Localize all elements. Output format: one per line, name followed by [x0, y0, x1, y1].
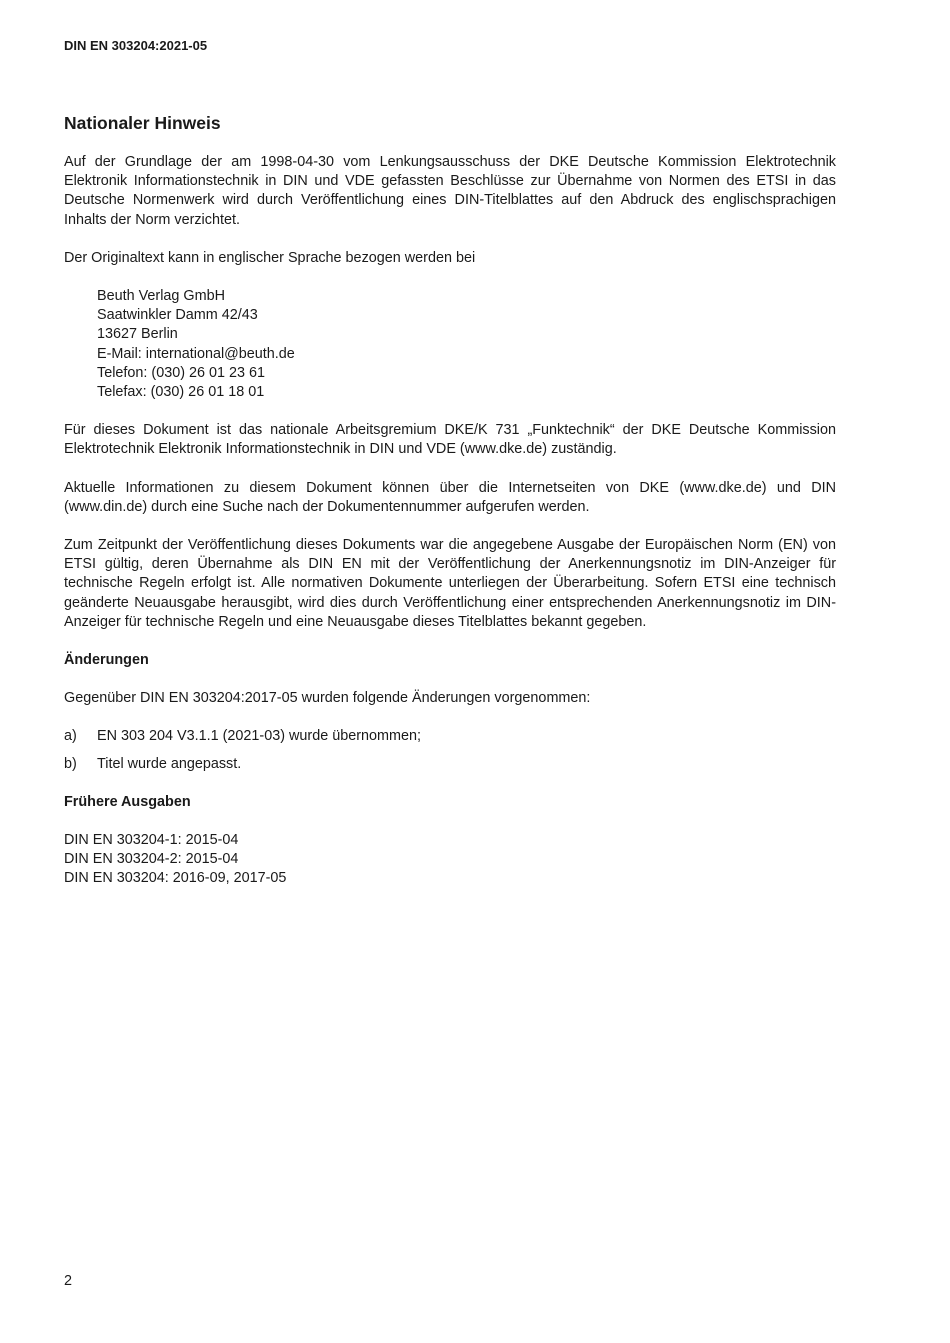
address-line: Beuth Verlag GmbH [97, 288, 225, 305]
document-body [64, 112, 836, 889]
changes-intro: Gegenüber DIN EN 303204:2017-05 wurden folgende Änderungen vorgenommen: [64, 690, 591, 707]
list-item [64, 727, 836, 746]
address-phone: Telefon: (030) 26 01 23 61 [97, 364, 266, 381]
publisher-address [97, 287, 836, 402]
address-line: Saatwinkler Damm 42/43 [97, 307, 258, 324]
address-line: 13627 Berlin [97, 326, 178, 343]
paragraph-validity-note: Zum Zeitpunkt der Veröffentlichung dieses Dokuments war die angegebene Ausgabe der Europäischen Norm (EN) von ETSI gültig, deren Übernahme als DIN EN mit der Veröffentlichung der Anerkennungsnotiz im DIN-Anzeiger für technische Regeln erfolgt ist. Alle normativen Dokumente unterliegen der Überarbeitung. Sofern ETSI eine technisch geänderte Neuausgabe herausgibt, wird dies durch Veröffentlichung einer entsprechenden Anerkennungsnotiz im DIN-Anzeiger für technische Regeln und eine Neuausgabe dieses Titelblattes bekannt gegeben. [64, 537, 836, 630]
edition-entry: DIN EN 303204: 2016-09, 2017-05 [64, 870, 287, 887]
document-id-header: DIN EN 303204:2021-05 [64, 38, 208, 53]
list-item-text: EN 303 204 V3.1.1 (2021-03) wurde übernommen; [97, 728, 421, 745]
edition-entry: DIN EN 303204-1: 2015-04 [64, 832, 239, 849]
list-item-marker: b) [64, 755, 77, 772]
page-number: 2 [64, 1273, 73, 1289]
previous-editions-heading: Frühere Ausgaben [64, 793, 191, 810]
paragraph-original-text-source: Der Originaltext kann in englischer Sprache bezogen werden bei [64, 249, 476, 266]
address-fax: Telefax: (030) 26 01 18 01 [97, 384, 265, 401]
paragraph-current-information: Aktuelle Informationen zu diesem Dokument können über die Internetseiten von DKE (www.dke.de) und DIN (www.din.de) durch eine Suche nach der Dokumentennummer aufgerufen werden. [64, 479, 836, 515]
paragraph-adoption-basis: Auf der Grundlage der am 1998-04-30 vom Lenkungsausschuss der DKE Deutsche Kommission Elektrotechnik Elektronik Informationstechnik in DIN und VDE gefassten Beschlüsse zur Übernahme von Normen des ETSI in das Deutsche Normenwerk wird durch Veröffentlichung eines DIN-Titelblattes auf den Abdruck des englischsprachigen Inhalts der Norm verzichtet. [64, 154, 836, 228]
previous-editions-list [64, 831, 836, 889]
paragraph-responsible-committee: Für dieses Dokument ist das nationale Arbeitsgremium DKE/K 731 „Funktechnik“ der DKE Deutsche Kommission Elektrotechnik Elektronik Informationstechnik in DIN und VDE (www.dke.de) zuständig. [64, 422, 836, 458]
edition-entry: DIN EN 303204-2: 2015-04 [64, 851, 239, 868]
list-item [64, 755, 836, 774]
address-email: E-Mail: international@beuth.de [97, 345, 295, 362]
changes-heading: Änderungen [64, 652, 149, 669]
list-item-marker: a) [64, 728, 77, 745]
section-title: Nationaler Hinweis [64, 113, 221, 133]
list-item-text: Titel wurde angepasst. [97, 755, 242, 772]
